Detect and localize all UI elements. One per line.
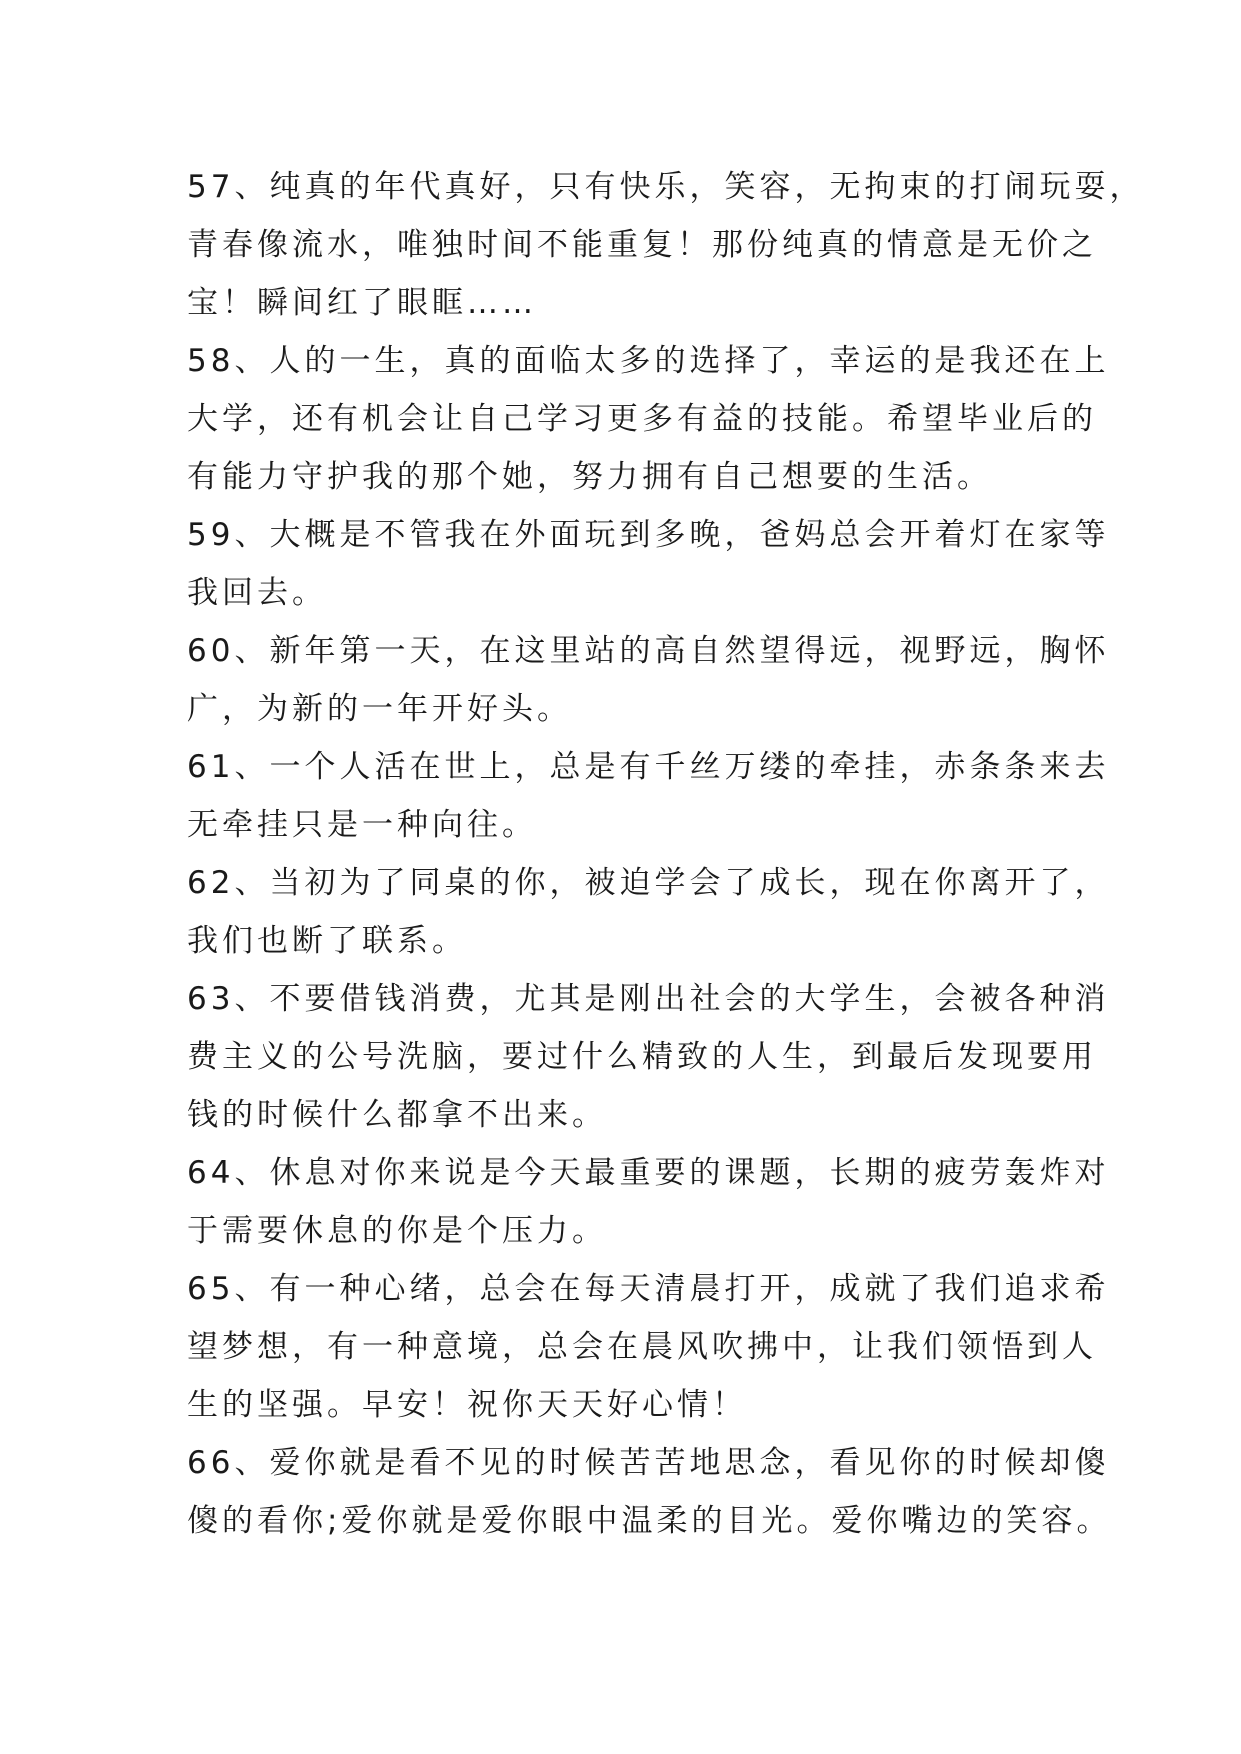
entry-65-line-1: 65、有一种心绪，总会在每天清晨打开，成就了我们追求希 xyxy=(187,1271,1110,1307)
document-body xyxy=(187,158,1145,1550)
entry-60 xyxy=(187,622,1110,738)
entry-61 xyxy=(187,738,1110,854)
entry-63-line-1: 63、不要借钱消费，尤其是刚出社会的大学生，会被各种消 xyxy=(187,981,1110,1017)
entry-64-line-1: 64、休息对你来说是今天最重要的课题，长期的疲劳轰炸对 xyxy=(187,1155,1110,1191)
entry-59-line-1: 59、大概是不管我在外面玩到多晚，爸妈总会开着灯在家等 xyxy=(187,517,1110,553)
entry-59 xyxy=(187,506,1110,622)
entry-63-line-2: 费主义的公号洗脑，要过什么精致的人生，到最后发现要用 xyxy=(187,1039,1097,1075)
entry-57-line-1: 57、纯真的年代真好，只有快乐，笑容，无拘束的打闹玩耍， xyxy=(187,169,1145,205)
entry-62-line-2: 我们也断了联系。 xyxy=(187,923,467,959)
entry-57-line-2: 青春像流水，唯独时间不能重复！那份纯真的情意是无价之 xyxy=(187,227,1097,263)
entry-61-line-1: 61、一个人活在世上，总是有千丝万缕的牵挂，赤条条来去 xyxy=(187,749,1110,785)
entry-64 xyxy=(187,1144,1110,1260)
entry-65-line-3: 生的坚强。早安！祝你天天好心情！ xyxy=(187,1387,747,1423)
entry-62-line-1: 62、当初为了同桌的你，被迫学会了成长，现在你离开了， xyxy=(187,865,1110,901)
entry-66-line-2: 傻的看你;爱你就是爱你眼中温柔的目光。爱你嘴边的笑容。 xyxy=(187,1503,1112,1539)
entry-57 xyxy=(187,158,1145,332)
entry-59-line-2: 我回去。 xyxy=(187,575,327,611)
entry-58-line-1: 58、人的一生，真的面临太多的选择了，幸运的是我还在上 xyxy=(187,343,1110,379)
entry-66-line-1: 66、爱你就是看不见的时候苦苦地思念，看见你的时候却傻 xyxy=(187,1445,1110,1481)
entry-64-line-2: 于需要休息的你是个压力。 xyxy=(187,1213,607,1249)
entry-57-line-3: 宝！瞬间红了眼眶…… xyxy=(187,285,537,321)
entry-61-line-2: 无牵挂只是一种向往。 xyxy=(187,807,537,843)
entry-60-line-1: 60、新年第一天，在这里站的高自然望得远，视野远，胸怀 xyxy=(187,633,1110,669)
entry-60-line-2: 广，为新的一年开好头。 xyxy=(187,691,572,727)
entry-66 xyxy=(187,1434,1112,1550)
entry-58-line-3: 有能力守护我的那个她，努力拥有自己想要的生活。 xyxy=(187,459,992,495)
entry-58 xyxy=(187,332,1110,506)
entry-63 xyxy=(187,970,1110,1144)
entry-58-line-2: 大学，还有机会让自己学习更多有益的技能。希望毕业后的 xyxy=(187,401,1097,437)
entry-65 xyxy=(187,1260,1110,1434)
entry-65-line-2: 望梦想，有一种意境，总会在晨风吹拂中，让我们领悟到人 xyxy=(187,1329,1097,1365)
entry-63-line-3: 钱的时候什么都拿不出来。 xyxy=(187,1097,607,1133)
entry-62 xyxy=(187,854,1110,970)
